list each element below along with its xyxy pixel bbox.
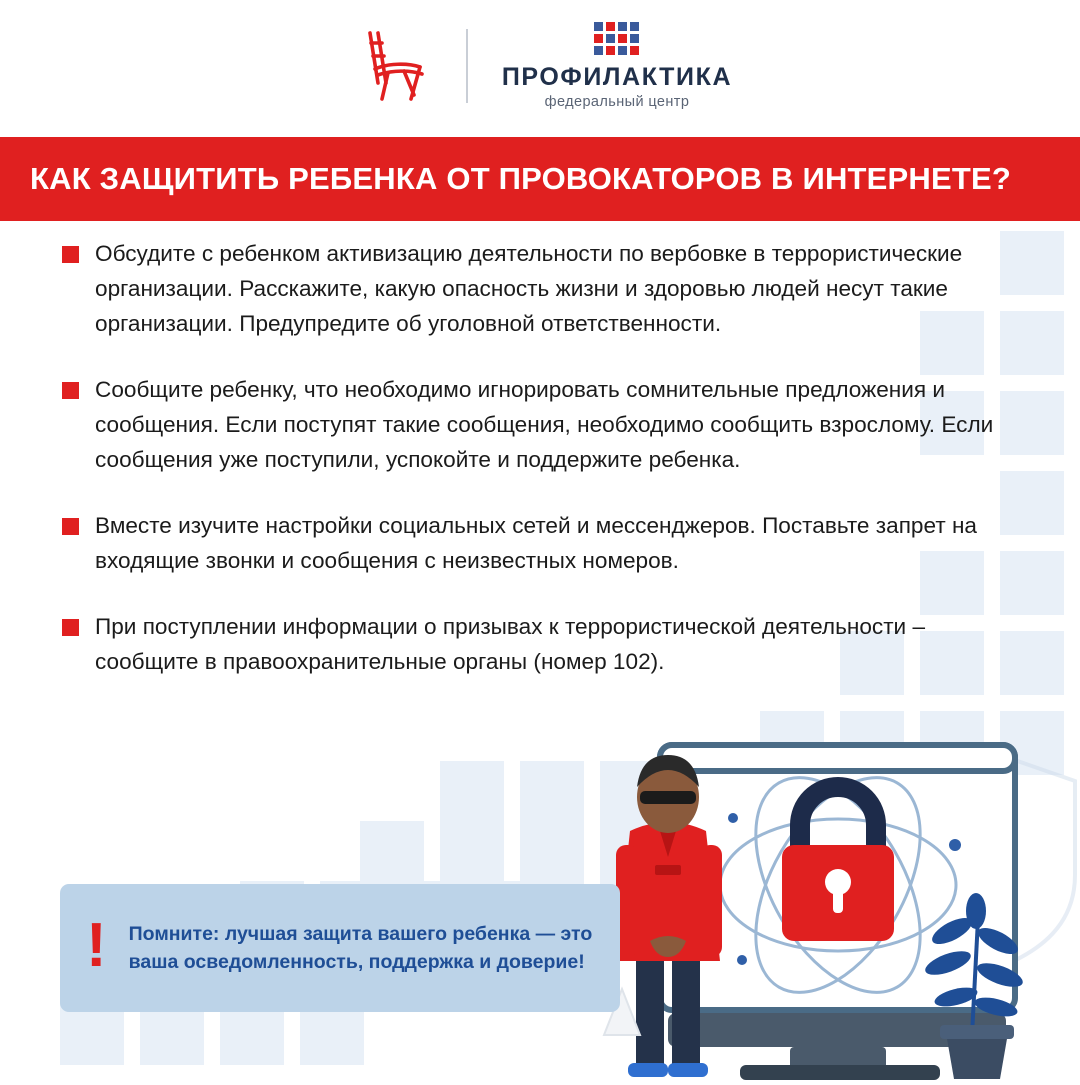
bullet-square-icon — [62, 518, 79, 535]
chair-outline-icon — [348, 27, 432, 105]
brand-subtitle: федеральный центр — [544, 94, 690, 110]
bullet-square-icon — [62, 382, 79, 399]
list-item-text: Вместе изучите настройки социальных сетей и мессенджеров. Поставьте запрет на входящие звонки и сообщения с неизвестных номеров. — [95, 513, 977, 573]
list-item-text: Обсудите с ребенком активизацию деятельности по вербовке в террористические организации. Расскажите, какую опасность жизни и здоровью людей несут такие организации. Предупредите об уголовной ответственности. — [95, 241, 963, 336]
list-item — [0, 609, 1080, 679]
list-item — [0, 508, 1080, 578]
page-title: КАК ЗАЩИТИТЬ РЕБЕНКА ОТ ПРОВОКАТОРОВ В ИНТЕРНЕТЕ? — [30, 161, 1012, 196]
bullet-square-icon — [62, 619, 79, 636]
page-header — [0, 0, 1080, 132]
grid-squares-icon — [594, 22, 640, 61]
brand-block — [502, 22, 732, 110]
brand-title: ПРОФИЛАКТИКА — [501, 63, 733, 91]
page-title-banner — [0, 137, 1080, 221]
reminder-note-text: Помните: лучшая защита вашего ребенка — это ваша осведомленность, поддержка и доверие! — [128, 923, 593, 973]
logo-divider — [466, 29, 468, 103]
bullet-square-icon — [62, 246, 79, 263]
reminder-note — [60, 884, 620, 1012]
list-item-text: Сообщите ребенку, что необходимо игнорировать сомнительные предложения и сообщения. Если поступят такие сообщения, необходимо сообщить взрослому. Если сообщения уже поступили, успокойте и поддержите ребенка. — [95, 377, 994, 472]
list-item-text: При поступлении информации о призывах к террористической деятельности – сообщите в правоохранительные органы (номер 102). — [95, 614, 926, 674]
logo-row — [348, 22, 732, 110]
advice-list — [0, 236, 1080, 710]
list-item — [0, 236, 1080, 341]
exclamation-icon: ! — [86, 911, 107, 980]
list-item — [0, 372, 1080, 477]
